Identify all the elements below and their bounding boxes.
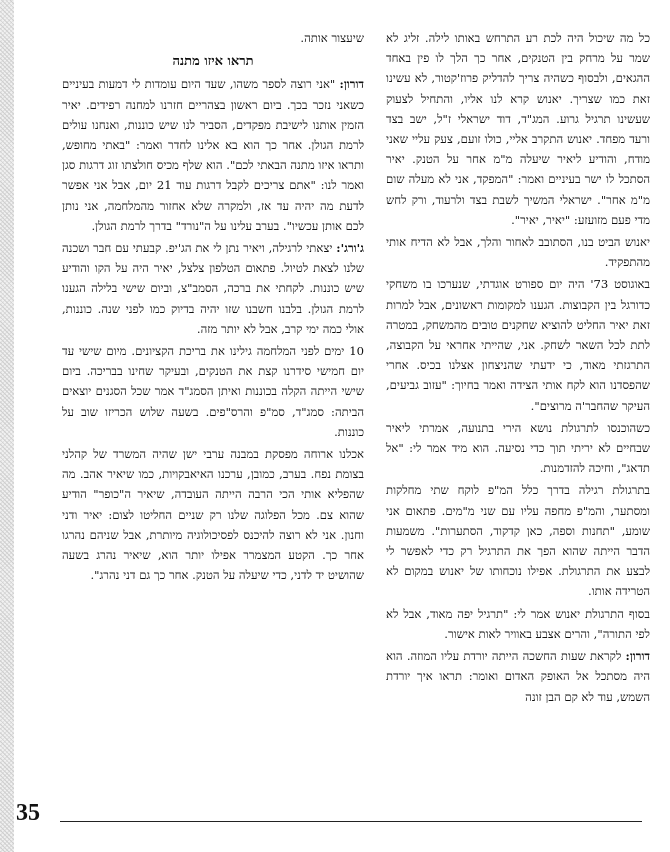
left-text-column — [62, 28, 364, 788]
right-column-paragraph — [386, 232, 650, 272]
paragraph-text: באוגוסט 73' היה יום ספורט אוגדתי, שנערכו בו משחקי כדורגל בין הקבוצות. הגענו למקומות ראשונים, אבל למרות זאת יאיר החליט להוציא שחקנים טובים מהמשחק, במטרה לתת לכל השאר לשחק. אני, שהייתי אחראי על הקבוצה, התרגזתי מאוד, כי ידעתי שהניצחון אצלנו בכיס. אחרי שהפסדנו הוא לקח אותי הצידה ואמר בחיוך: "עזוב גביעים, העיקר שהחבר'ה מרוצים". — [386, 277, 650, 413]
left-column-paragraph — [62, 238, 364, 339]
paragraph-text: אכלנו ארוחה מפסקת במבנה ערבי ישן שהיה המשרד של קהלני בצומת נפח. בערב, כמובן, ערכנו האיאבקויות, כמו שיאיר אהב. מה שהפליא אותי הכי הרבה הייתה העובדה, שיאיר ה"כופר" הודיע שהוא צם. מכל הפלוגה שלנו רק שניים החליטו לצום: יאיר ודני וחנון. אני לא רוצה להיכנס לפסיכולוגיה מיותרת, אבל שניהם נהרגו אחר כך. הקטע המצמרר אפילו יותר הוא, שיאיר נהרג בשעה שהושיט יד לדני, כדי שיעלה על הטנק. אחר כך גם דני נהרג". — [62, 447, 364, 583]
right-column-paragraph — [386, 274, 650, 415]
page-edge-pattern — [0, 0, 14, 852]
speaker-name: דורון: — [625, 649, 650, 664]
right-column-paragraph — [386, 480, 650, 601]
paragraph-text: כשהוכנסו לתרגולת נושא הירי בתנועה, אמרתי ליאיר שבחיים לא יריתי תוך כדי נסיעה. הוא מיד אמר לי: "אל תדאג", וחיכה להזדמנות. — [386, 420, 650, 476]
paragraph-text: לקראת שעות החשכה הייתה יורדת עליו המוזה. הוא היה מסתכל אל האופק האדום ואומר: תראו איך יורדת השמש, עוד לא קם הבן זונה — [386, 649, 650, 704]
left-column-paragraph — [62, 444, 364, 585]
right-column-paragraph — [386, 28, 650, 230]
left-column-paragraph — [62, 28, 364, 48]
section-heading: תראו איזו מתנה — [172, 54, 254, 70]
paragraph-text: כל מה שיכול היה לכת רע התרחש באותו לילה. זליג לא שמר על מרחק בין הטנקים, אחר כך הלך לו פין באחד ההגאים, ולבסוף כשהיה צריך להדליק פרוז'קטור, לא עשינו זאת כמו שצריך. יאנוש קרא לנו אליו, והתחיל לצעוק שעשינו תרגיל גרוע. המג"ד, דוד ישראלי ז"ל, ישב בצד ורעד מפחד. יאנוש התקרב אליי, כולו זועם, צעק עליי שאני מודח, והודיע ליאיר שיעלה מ"מ אחר על הטנק. יאיר הסתכל לו ישר בעיניים ואמר: "המפקד, אני לא מעלה שום מ"מ אחר". ישראלי המשיך לשבת בצד ולרעוד, ורק לחש מדי פעם מזועזע: "יאיר, יאיר". — [386, 31, 650, 227]
paragraph-text: שיעצור אותה. — [300, 31, 364, 45]
right-column-paragraph — [386, 418, 650, 479]
right-text-column — [386, 28, 650, 828]
footer-rule — [60, 821, 642, 822]
left-column-paragraph — [62, 74, 364, 236]
paragraph-text: יאנוש הביט בנו, הסתובב לאחור והלך, אבל לא הדיח אותי מהתפקיד. — [386, 235, 650, 270]
paragraph-text: יצאתי לרגילה, ויאיר נתן לי את הג'יפ. קבעתי עם חבר ושכנה שלנו לצאת לטיול. פתאום הטלפון צלצל, יאיר היה על הקו והודיע שיש כוננות. לקחתי את ברכה, הסמב"צ, וביום שישי בלילה הגענו לרמת הגולן. בלבנו חשבנו שזו יהיה בדיוק כמו לפני שנה. כוננות, אולי כמה ימי קרב, אבל לא יותר מזה. — [62, 241, 364, 336]
speaker-name: דורון: — [339, 77, 364, 92]
paragraph-text: בסוף התרגולת יאנוש אמר לי: "תרגיל יפה מאוד, אבל לא לפי התורה", והרים אצבע באוויר לאות אישור. — [386, 606, 650, 641]
left-column-paragraph — [62, 341, 364, 442]
page-number: 35 — [16, 800, 40, 826]
paragraph-text: "אני רוצה לספר משהו, שעד היום עומדות לי דמעות בעיניים כשאני נזכר בכך. ביום ראשון בצהריים חזרנו למחנה רפידים. יאיר הזמין אותנו לישיבת מפקדים, הסביר לנו שיש כוננות, ואנחנו עולים לרמת הגולן. אחר כך הוא בא אלינו לחדר ואמר: "באתי מחופש, ותראו איזו מתנה הבאתי לכם". הוא שלף מכיס חולצתו זוג דרגות סגן ואמר לנו: "אתם צריכים לקבל דרגות עוד 21 יום, אבל אני אפשר לדעת מה יהיה עד אז, ולמקרה שלא אחזור מהמלחמה, אני נותן לכם אותן עכשיו". בערב עלינו על ה"נורד" בדרך לרמת הגולן. — [62, 77, 364, 233]
paragraph-text: 10 ימים לפני המלחמה גילינו את בריכת הקציונים. מיום שישי עד יום חמישי סידרנו קצת את הטנקים, ובעיקר שחינו בבריכה. ביום שישי הייתה הקלה בכוננות ואיתן הסמג"ד אמר שכל הסגנים יוצאים הביתה: סמג"ד, סמ"פ והרס"פים. בשעה שלוש הכריזו שוב על כוננות. — [62, 344, 364, 439]
paragraph-text: בתרגולת רגילה בדרך כלל המ"פ לוקח שתי מחלקות ומסתער, והמ"פ מחפה עליו עם שני מ"מים. פתאום אני שומע, "תחנות וספה, כאן קדקוד, הסתערות". משמעות הדבר הייתה שהוא הפך את התרגיל רק כדי לאפשר לי לבצע את התרגולת. אפילו נוכחותו של יאנוש במקום לא הטרידה אותו. — [386, 483, 650, 599]
right-column-paragraph — [386, 604, 650, 644]
speaker-name: ג'ורג': — [336, 241, 364, 256]
right-column-paragraph — [386, 646, 650, 707]
